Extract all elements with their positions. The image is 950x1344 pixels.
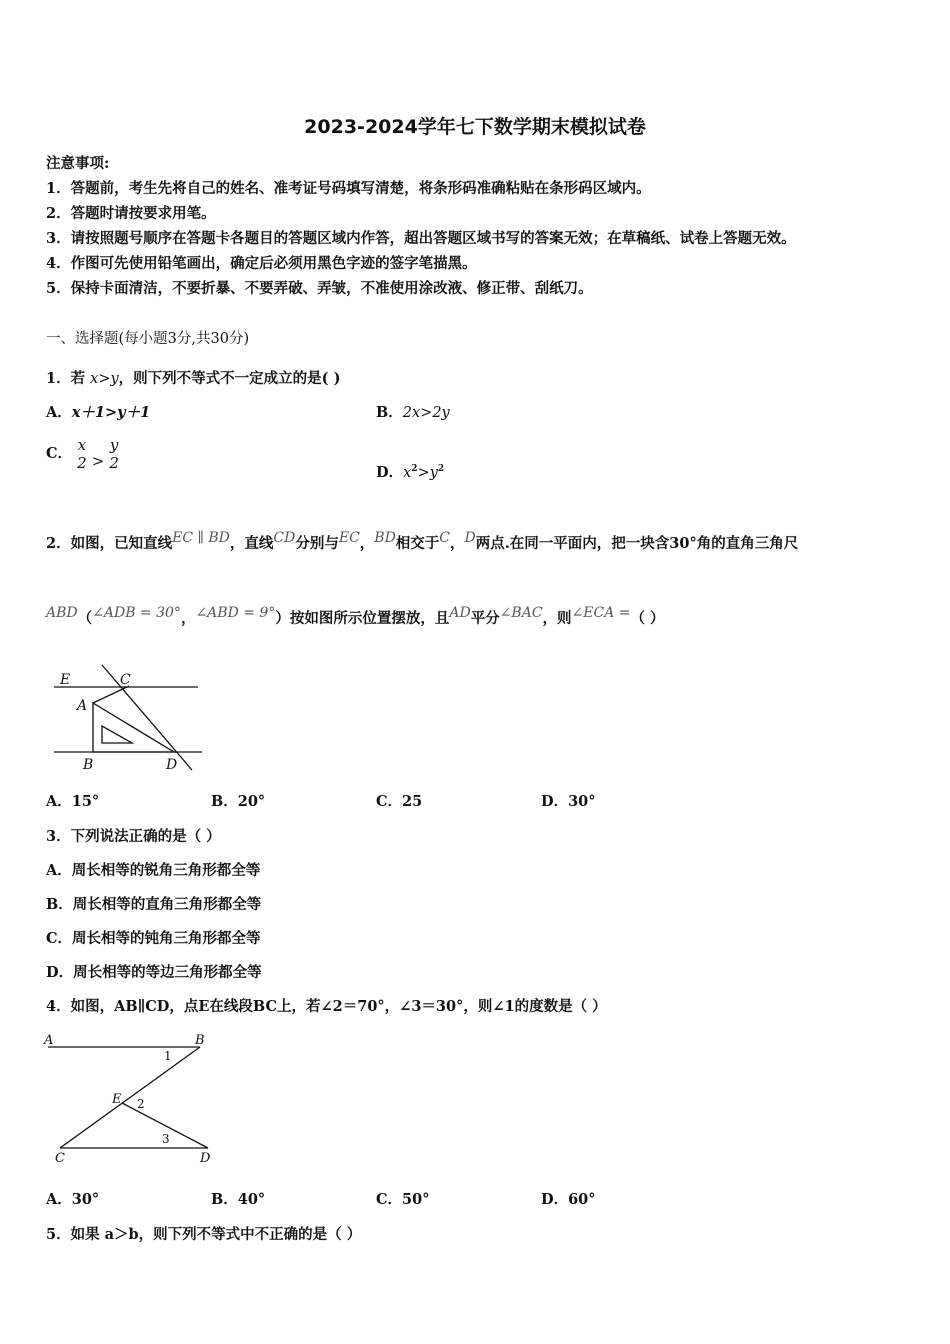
q1-option-d[interactable] — [376, 461, 444, 482]
q1-option-c-frac-y: y 2 — [109, 436, 119, 472]
q1-option-b-label: B． — [376, 404, 403, 421]
q1-stem-var: x>y — [90, 371, 119, 387]
q2-text: ， — [180, 610, 196, 627]
q1-option-d-exp2: 2 — [437, 464, 445, 475]
q2-math: D — [464, 530, 476, 546]
q4-stem: 4．如图，AB∥CD，点E在线段BC上，若∠2＝70°，∠3＝30°，则∠1的度数是（ ） — [46, 998, 607, 1015]
q4-option-a[interactable]: A．30° — [46, 1191, 100, 1208]
notice-heading: 注意事项: — [46, 155, 110, 172]
section-heading: 一、选择题(每小题3分,共30分) — [46, 331, 250, 347]
q2-text: 平分 — [470, 610, 500, 627]
q2-math: C — [439, 530, 451, 546]
q1-option-b[interactable] — [376, 401, 450, 422]
q3-option-b[interactable]: B．周长相等的直角三角形都全等 — [46, 896, 262, 913]
q2-option-a[interactable]: A．15° — [46, 793, 100, 810]
q4-label-a: A — [44, 1033, 54, 1048]
q2-label-b: B — [83, 757, 94, 773]
q4-option-c[interactable]: C．50° — [376, 1191, 430, 1208]
q2-math: ∠BAC — [499, 605, 543, 621]
q1-option-d-gt: > — [417, 465, 430, 481]
q2-math: AD — [449, 605, 471, 621]
q4-angle-3: 3 — [162, 1132, 170, 1146]
q2-option-d[interactable]: D．30° — [541, 793, 596, 810]
q2-text: 相交于 — [395, 535, 440, 552]
q4-option-d[interactable]: D．60° — [541, 1191, 596, 1208]
q1-option-d-label: D． — [376, 464, 404, 481]
q3-stem: 3．下列说法正确的是（ ） — [46, 828, 221, 845]
q2-stem-line1 — [46, 530, 798, 553]
set-square-inner — [102, 726, 132, 743]
q3-option-d[interactable]: D．周长相等的等边三角形都全等 — [46, 964, 262, 981]
q1-option-a[interactable] — [46, 401, 150, 422]
q4-label-d: D — [200, 1151, 211, 1166]
notice-item: 3．请按照题号顺序在答题卡各题目的答题区域内作答，超出答题区域书写的答案无效；在草稿纸、试卷上答题无效。 — [46, 230, 796, 247]
q2-figure — [46, 660, 216, 775]
q2-text: ）按如图所示位置摆放，且 — [275, 610, 450, 627]
line-cd — [102, 665, 192, 770]
q1-option-c-frac-x: x 2 — [77, 436, 87, 472]
q1-option-c-label: C． — [46, 445, 73, 462]
q2-math: ∠ADB = 30° — [92, 605, 181, 621]
q2-math: EC ∥ BD — [172, 530, 230, 546]
q2-text: ，直线 — [229, 535, 274, 552]
q1-option-b-text: 2x>2y — [402, 405, 450, 421]
q2-text: （ ） — [630, 610, 665, 627]
q3-option-a[interactable]: A．周长相等的锐角三角形都全等 — [46, 862, 261, 879]
notice-item: 4．作图可先使用铅笔画出，确定后必须用黑色字迹的签字笔描黑。 — [46, 255, 477, 272]
q2-math: BD — [374, 530, 396, 546]
q2-math: CD — [273, 530, 296, 546]
q2-math: ∠ABD = 9° — [195, 605, 276, 621]
q1-option-d-base2: y — [429, 465, 438, 481]
q2-stem-line2 — [46, 605, 665, 628]
q4-label-c: C — [55, 1151, 65, 1166]
q1-option-c[interactable] — [46, 436, 119, 472]
q4-label-e: E — [112, 1092, 122, 1107]
q2-text: 2．如图，已知直线 — [46, 535, 173, 552]
q2-text: 分别与 — [295, 535, 339, 552]
notice-item: 2．答题时请按要求用笔。 — [46, 205, 216, 222]
q2-option-b[interactable]: B．20° — [211, 793, 266, 810]
q1-option-d-exp1: 2 — [411, 464, 418, 475]
q4-option-b[interactable]: B．40° — [211, 1191, 266, 1208]
q2-math: EC — [338, 530, 360, 546]
q2-label-a: A — [77, 698, 88, 714]
q5-stem: 5．如果 a＞b，则下列不等式中不正确的是（ ） — [46, 1226, 362, 1243]
q2-text: ， — [450, 535, 465, 552]
q1-stem — [46, 367, 340, 388]
q2-label-e: E — [60, 672, 71, 688]
q2-label-c: C — [120, 672, 131, 688]
line-ac — [93, 686, 129, 703]
q2-math: ∠ECA = — [571, 605, 631, 621]
q2-text: （ — [77, 610, 93, 627]
q1-option-a-label: A． — [46, 404, 72, 421]
q1-option-d-base1: x — [403, 465, 412, 481]
q4-angle-1: 1 — [164, 1049, 172, 1063]
q4-angle-2: 2 — [137, 1097, 145, 1111]
notice-item: 1．答题前，考生先将自己的姓名、准考证号码填写清楚，将条形码准确粘贴在条形码区域内。 — [46, 180, 651, 197]
q2-label-d: D — [166, 757, 178, 773]
q1-stem-b: ，则下列不等式不一定成立的是( ) — [118, 370, 341, 387]
q3-option-c[interactable]: C．周长相等的钝角三角形都全等 — [46, 930, 261, 947]
q1-option-c-gt: > — [91, 452, 105, 470]
q1-stem-a: 1．若 — [46, 370, 91, 387]
q2-text: ，则 — [542, 610, 572, 627]
q1-option-a-text: x＋1>y＋1 — [71, 404, 151, 421]
q4-label-b: B — [195, 1033, 205, 1048]
q4-figure — [40, 1030, 220, 1170]
q2-text: ， — [359, 535, 375, 552]
page-title: 2023-2024学年七下数学期末模拟试卷 — [304, 116, 646, 138]
q2-math: ABD — [46, 605, 78, 621]
notice-item: 5．保持卡面清洁，不要折暴、不要弄破、弄皱，不准使用涂改液、修正带、刮纸刀。 — [46, 280, 593, 297]
q2-text: 两点.在同一平面内，把一块含30°角的直角三角尺 — [475, 535, 799, 552]
q2-option-c[interactable]: C．25 — [376, 793, 423, 810]
